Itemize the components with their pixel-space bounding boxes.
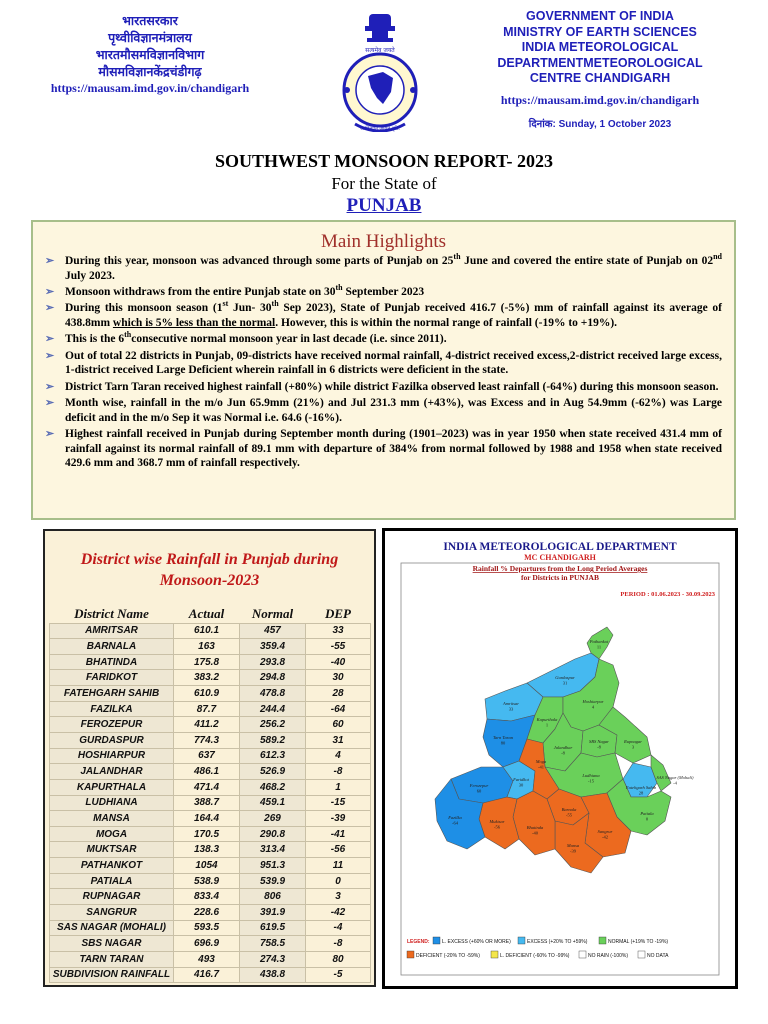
legend-swatch xyxy=(579,951,586,958)
district-rainfall-table xyxy=(49,605,371,983)
highlights-box xyxy=(31,220,736,520)
header-right xyxy=(460,9,740,130)
header-normal: Normal xyxy=(251,605,294,621)
district-label: Mansa xyxy=(566,843,580,848)
actual-cell: 538.9 xyxy=(174,873,240,889)
map-subtitle: for Districts in PUNJAB xyxy=(521,573,599,582)
normal-cell: 468.2 xyxy=(240,779,306,795)
highlights-list xyxy=(33,254,734,471)
district-name-cell: FAZILKA xyxy=(50,701,174,717)
table-row xyxy=(50,967,371,983)
hindi-line: पृथ्वीविज्ञानमंत्रालय xyxy=(108,30,192,45)
legend-swatch xyxy=(407,951,414,958)
normal-cell: 806 xyxy=(240,889,306,905)
table-row xyxy=(50,717,371,733)
punjab-rainfall-map xyxy=(385,531,735,986)
district-dep-value: 33 xyxy=(508,706,514,712)
district-dep-value: -42 xyxy=(602,834,608,840)
normal-cell: 391.9 xyxy=(240,905,306,921)
rainfall-table-panel xyxy=(43,529,376,987)
table-row xyxy=(50,936,371,952)
dep-cell: -55 xyxy=(306,639,371,655)
imd-emblem-logo xyxy=(335,12,425,132)
bullet-arrow-icon: ➢ xyxy=(45,349,55,362)
table-row xyxy=(50,905,371,921)
header-left xyxy=(30,12,270,96)
district-label: Faridkot xyxy=(513,777,529,782)
district-dep-value: -56 xyxy=(494,824,500,830)
table-row xyxy=(50,686,371,702)
district-dep-value: 28 xyxy=(638,790,644,796)
map-period: PERIOD : 01.06.2023 - 30.09.2023 xyxy=(620,591,715,598)
actual-cell: 1054 xyxy=(174,858,240,874)
district-dep-value: -40 xyxy=(532,830,538,836)
district-label: Bhatinda xyxy=(526,825,544,830)
table-row xyxy=(50,889,371,905)
dep-cell: -5 xyxy=(306,967,371,983)
normal-cell: 589.2 xyxy=(240,732,306,748)
dep-cell: 4 xyxy=(306,748,371,764)
actual-cell: 493 xyxy=(174,951,240,967)
normal-cell: 269 xyxy=(240,811,306,827)
highlight-item xyxy=(43,396,722,425)
district-name-cell: SANGRUR xyxy=(50,905,174,921)
highlight-item xyxy=(43,301,722,330)
normal-cell: 539.9 xyxy=(240,873,306,889)
district-name-cell: MANSA xyxy=(50,811,174,827)
dep-cell: -8 xyxy=(306,764,371,780)
district-label: Sangrur xyxy=(597,829,613,834)
district-label: Barnala xyxy=(561,807,577,812)
district-dep-value: -39 xyxy=(570,848,576,854)
actual-cell: 228.6 xyxy=(174,905,240,921)
district-name-cell: MOGA xyxy=(50,826,174,842)
legend-item: DEFICIENT (-20% TO -59%) xyxy=(416,953,480,959)
report-title: SOUTHWEST MONSOON REPORT- 2023 xyxy=(215,151,553,171)
actual-cell: 138.3 xyxy=(174,842,240,858)
normal-cell: 290.8 xyxy=(240,826,306,842)
dep-cell: 11 xyxy=(306,858,371,874)
dep-cell: 31 xyxy=(306,732,371,748)
normal-cell: 951.3 xyxy=(240,858,306,874)
highlight-text: Month wise, rainfall in the m/o Jun 65.9mm (21%) and Jul 231.3 mm (+43%), was Excess and in Aug 54.9mm (-62%) was Large deficit and in the m/o Sep it was Normal i.e. 64.6 (-16%). xyxy=(65,397,722,424)
district-name-cell: SUBDIVISION RAINFALL xyxy=(50,967,174,983)
district-dep-value: -8 xyxy=(561,750,565,756)
district-label: Patiala xyxy=(640,811,654,816)
dep-cell: -42 xyxy=(306,905,371,921)
map-org: INDIA METEOROLOGICAL DEPARTMENT xyxy=(443,541,677,553)
hindi-line: भारतसरकार xyxy=(122,13,178,28)
district-label: Hoshiarpur xyxy=(582,699,604,704)
normal-cell: 274.3 xyxy=(240,951,306,967)
table-row xyxy=(50,951,371,967)
district-dep-value: -41 xyxy=(538,764,544,770)
website-link[interactable]: https://mausam.imd.gov.in/chandigarh xyxy=(500,92,700,107)
table-row xyxy=(50,795,371,811)
actual-cell: 383.2 xyxy=(174,670,240,686)
dep-cell: 0 xyxy=(306,873,371,889)
district-dep-value: 0 xyxy=(645,816,649,822)
district-dep-value: -8 xyxy=(597,744,601,750)
table-row xyxy=(50,873,371,889)
dep-cell: -39 xyxy=(306,811,371,827)
district-name-cell: SBS NAGAR xyxy=(50,936,174,952)
district-name-cell: KAPURTHALA xyxy=(50,779,174,795)
normal-cell: 457 xyxy=(240,623,306,639)
dep-cell: 3 xyxy=(306,889,371,905)
highlight-text: During this year, monsoon was advanced through some parts of Punjab on 25th June and covered the entire state of Punjab on 02nd July 2023. xyxy=(65,252,722,282)
district-label: SBS Nagar xyxy=(589,739,609,744)
table-row xyxy=(50,779,371,795)
dep-cell: 30 xyxy=(306,670,371,686)
actual-cell: 87.7 xyxy=(174,701,240,717)
highlight-item xyxy=(43,427,722,471)
table-row xyxy=(50,826,371,842)
dep-cell: 33 xyxy=(306,623,371,639)
table-row xyxy=(50,764,371,780)
state-name: PUNJAB xyxy=(346,195,422,216)
table-row xyxy=(50,811,371,827)
district-label: Ludhiana xyxy=(582,773,600,778)
district-label: Fatehgarh Sahib xyxy=(625,785,657,790)
district-dep-value: 31 xyxy=(562,680,568,686)
legend-swatch xyxy=(518,937,525,944)
normal-cell: 478.8 xyxy=(240,686,306,702)
org-line: INDIA METEOROLOGICAL xyxy=(521,40,679,54)
website-link[interactable]: https://mausam.imd.gov.in/chandigarh xyxy=(50,81,250,95)
district-name-cell: TARN TARAN xyxy=(50,951,174,967)
actual-cell: 164.4 xyxy=(174,811,240,827)
header-district: District Name xyxy=(74,605,149,621)
highlight-text: Highest rainfall received in Punjab during September month during (1901–2023) was in year 1950 when state received 431.4 mm of rainfall against its normal rainfall of 89.1 mm with departure of 384% from normal followed by 1988 and 1958 when state received 429.6 mm and 368.7 mm of rainfall respectively. xyxy=(65,428,722,470)
svg-text:सत्यमेव जयते: सत्यमेव जयते xyxy=(365,47,395,54)
bullet-arrow-icon: ➢ xyxy=(45,302,55,315)
bullet-arrow-icon: ➢ xyxy=(45,333,55,346)
table-title xyxy=(45,549,374,591)
normal-cell: 612.3 xyxy=(240,748,306,764)
dep-cell: -64 xyxy=(306,701,371,717)
actual-cell: 163 xyxy=(174,639,240,655)
district-name-cell: GURDASPUR xyxy=(50,732,174,748)
hindi-line: भारतमौसमविज्ञानविभाग xyxy=(95,47,205,62)
district-label: Rupnagar xyxy=(624,739,642,744)
district-name-cell: RUPNAGAR xyxy=(50,889,174,905)
table-row xyxy=(50,639,371,655)
normal-cell: 459.1 xyxy=(240,795,306,811)
table-row xyxy=(50,623,371,639)
district-label: Jalandhar xyxy=(553,745,573,750)
district-dep-value: -55 xyxy=(566,812,572,818)
highlight-text: District Tarn Taran received highest rainfall (+80%) while district Fazilka observed least rainfall (-64%) during this monsoon season. xyxy=(65,380,719,393)
district-dep-value: -15 xyxy=(588,778,594,784)
district-label: Tarn Taran xyxy=(492,735,514,740)
table-row xyxy=(50,670,371,686)
highlight-text: Monsoon withdraws from the entire Punjab state on 30th September 2023 xyxy=(65,283,425,298)
highlight-text: Out of total 22 districts in Punjab, 09-districts have received normal rainfall, 4-district received excess,2-district received large excess, 1-district received Large Deficient wherein rainfall in 6 districts were deficient in the state. xyxy=(65,349,722,377)
org-line: GOVERNMENT OF INDIA xyxy=(526,9,674,23)
district-dep-value: 4 xyxy=(591,704,595,710)
actual-cell: 696.9 xyxy=(174,936,240,952)
table-header-row xyxy=(50,605,371,623)
legend-swatch xyxy=(433,937,440,944)
district-name-cell: BARNALA xyxy=(50,639,174,655)
svg-text:आदित्यात् जायते वृष्टिः: आदित्यात् जायते वृष्टिः xyxy=(360,126,400,132)
bullet-arrow-icon: ➢ xyxy=(45,397,55,410)
normal-cell: 619.5 xyxy=(240,920,306,936)
district-name-cell: MUKTSAR xyxy=(50,842,174,858)
district-label: SAS Nagar (Mohali) xyxy=(656,775,694,780)
highlights-heading: Main Highlights xyxy=(320,231,447,252)
district-label: Moga xyxy=(535,759,547,764)
report-subtitle: For the State of xyxy=(331,174,437,193)
dep-cell: -56 xyxy=(306,842,371,858)
table-title-line: Monsoon-2023 xyxy=(159,572,260,589)
legend-swatch xyxy=(491,951,498,958)
header-actual: Actual xyxy=(188,605,225,621)
district-name-cell: JALANDHAR xyxy=(50,764,174,780)
bullet-arrow-icon: ➢ xyxy=(45,428,55,441)
map-subtitle: Rainfall % Departures from the Long Period Averages xyxy=(472,564,648,573)
highlight-item xyxy=(43,380,722,395)
table-row xyxy=(50,701,371,717)
district-name-cell: BHATINDA xyxy=(50,654,174,670)
rainfall-map-panel xyxy=(382,528,738,989)
district-name-cell: AMRITSAR xyxy=(50,623,174,639)
table-row xyxy=(50,920,371,936)
highlight-item xyxy=(43,254,722,283)
normal-cell: 244.4 xyxy=(240,701,306,717)
table-row xyxy=(50,654,371,670)
district-label: Kapurthala xyxy=(536,717,558,722)
actual-cell: 610.1 xyxy=(174,623,240,639)
district-label: Gurdaspur xyxy=(555,675,575,680)
district-label: Fazilka xyxy=(448,815,462,820)
legend-item: EXCESS (+20% TO +59%) xyxy=(527,939,588,945)
normal-cell: 313.4 xyxy=(240,842,306,858)
bullet-arrow-icon: ➢ xyxy=(45,380,55,393)
district-dep-value: 11 xyxy=(596,644,602,650)
legend-label: LEGEND: xyxy=(407,939,430,945)
table-row xyxy=(50,732,371,748)
actual-cell: 175.8 xyxy=(174,654,240,670)
table-title-line: District wise Rainfall in Punjab during xyxy=(80,551,339,568)
legend-item: NORMAL (+19% TO -19%) xyxy=(608,939,669,945)
district-label: Amritsar xyxy=(502,701,520,706)
normal-cell: 294.8 xyxy=(240,670,306,686)
highlight-item xyxy=(43,349,722,378)
district-name-cell: FATEHGARH SAHIB xyxy=(50,686,174,702)
actual-cell: 593.5 xyxy=(174,920,240,936)
dep-cell: 1 xyxy=(306,779,371,795)
actual-cell: 388.7 xyxy=(174,795,240,811)
highlight-item xyxy=(43,285,722,300)
dep-cell: 28 xyxy=(306,686,371,702)
org-line: CENTRE CHANDIGARH xyxy=(529,71,671,85)
district-name-cell: PATIALA xyxy=(50,873,174,889)
district-label: Muktsar xyxy=(489,819,505,824)
actual-cell: 486.1 xyxy=(174,764,240,780)
actual-cell: 637 xyxy=(174,748,240,764)
hindi-line: मौसमविज्ञानकेंद्रचंडीगढ़ xyxy=(98,64,202,79)
actual-cell: 411.2 xyxy=(174,717,240,733)
dep-cell: -4 xyxy=(306,920,371,936)
legend-item: L. DEFICIENT (-60% TO -99%) xyxy=(500,953,570,959)
normal-cell: 526.9 xyxy=(240,764,306,780)
normal-cell: 758.5 xyxy=(240,936,306,952)
actual-cell: 471.4 xyxy=(174,779,240,795)
district-name-cell: PATHANKOT xyxy=(50,858,174,874)
district-dep-value: 60 xyxy=(476,788,482,794)
actual-cell: 170.5 xyxy=(174,826,240,842)
district-name-cell: HOSHIARPUR xyxy=(50,748,174,764)
district-name-cell: LUDHIANA xyxy=(50,795,174,811)
report-date: दिनांक: Sunday, 1 October 2023 xyxy=(528,118,672,130)
district-dep-value: 80 xyxy=(500,740,506,746)
highlight-text: This is the 6thconsecutive normal monsoon year in last decade (i.e. since 2011). xyxy=(65,330,447,346)
org-line: DEPARTMENTMETEOROLOGICAL xyxy=(497,55,703,70)
normal-cell: 438.8 xyxy=(240,967,306,983)
district-label: Pathankot xyxy=(589,639,609,644)
district-dep-value: 3 xyxy=(631,744,635,750)
bullet-arrow-icon: ➢ xyxy=(45,285,55,298)
legend-item: L. EXCESS (+60% OR MORE) xyxy=(442,939,511,945)
district-name-cell: FARIDKOT xyxy=(50,670,174,686)
district-dep-value: 30 xyxy=(518,782,524,788)
district-dep-value: -64 xyxy=(452,820,458,826)
dep-cell: 80 xyxy=(306,951,371,967)
header-dep: DEP xyxy=(325,605,351,621)
normal-cell: 359.4 xyxy=(240,639,306,655)
org-line: MINISTRY OF EARTH SCIENCES xyxy=(503,24,697,39)
district-dep-value: 1 xyxy=(545,722,549,728)
dep-cell: -41 xyxy=(306,826,371,842)
legend-item: NO DATA xyxy=(647,953,669,959)
map-center: MC CHANDIGARH xyxy=(524,553,596,562)
legend-swatch xyxy=(599,937,606,944)
highlight-item xyxy=(43,332,722,347)
actual-cell: 416.7 xyxy=(174,967,240,983)
actual-cell: 833.4 xyxy=(174,889,240,905)
normal-cell: 256.2 xyxy=(240,717,306,733)
normal-cell: 293.8 xyxy=(240,654,306,670)
dep-cell: -8 xyxy=(306,936,371,952)
bullet-arrow-icon: ➢ xyxy=(45,255,55,267)
district-name-cell: SAS NAGAR (MOHALI) xyxy=(50,920,174,936)
district-dep-value: -4 xyxy=(673,780,677,786)
highlight-text: During this monsoon season (1st Jun- 30th Sep 2023), State of Punjab received 416.7 (-5%) mm of rainfall against its average of 438.8mm which is 5% less than the normal. However, this is within the normal range of rainfall (-19% to +19%). xyxy=(65,299,722,329)
table-row xyxy=(50,858,371,874)
actual-cell: 774.3 xyxy=(174,732,240,748)
dep-cell: -15 xyxy=(306,795,371,811)
table-row xyxy=(50,842,371,858)
district-name-cell: FEROZEPUR xyxy=(50,717,174,733)
dep-cell: -40 xyxy=(306,654,371,670)
district-label: Ferozepur xyxy=(469,783,489,788)
dep-cell: 60 xyxy=(306,717,371,733)
table-row xyxy=(50,748,371,764)
legend-swatch xyxy=(638,951,645,958)
legend-item: NO RAIN (-100%) xyxy=(588,953,629,959)
actual-cell: 610.9 xyxy=(174,686,240,702)
